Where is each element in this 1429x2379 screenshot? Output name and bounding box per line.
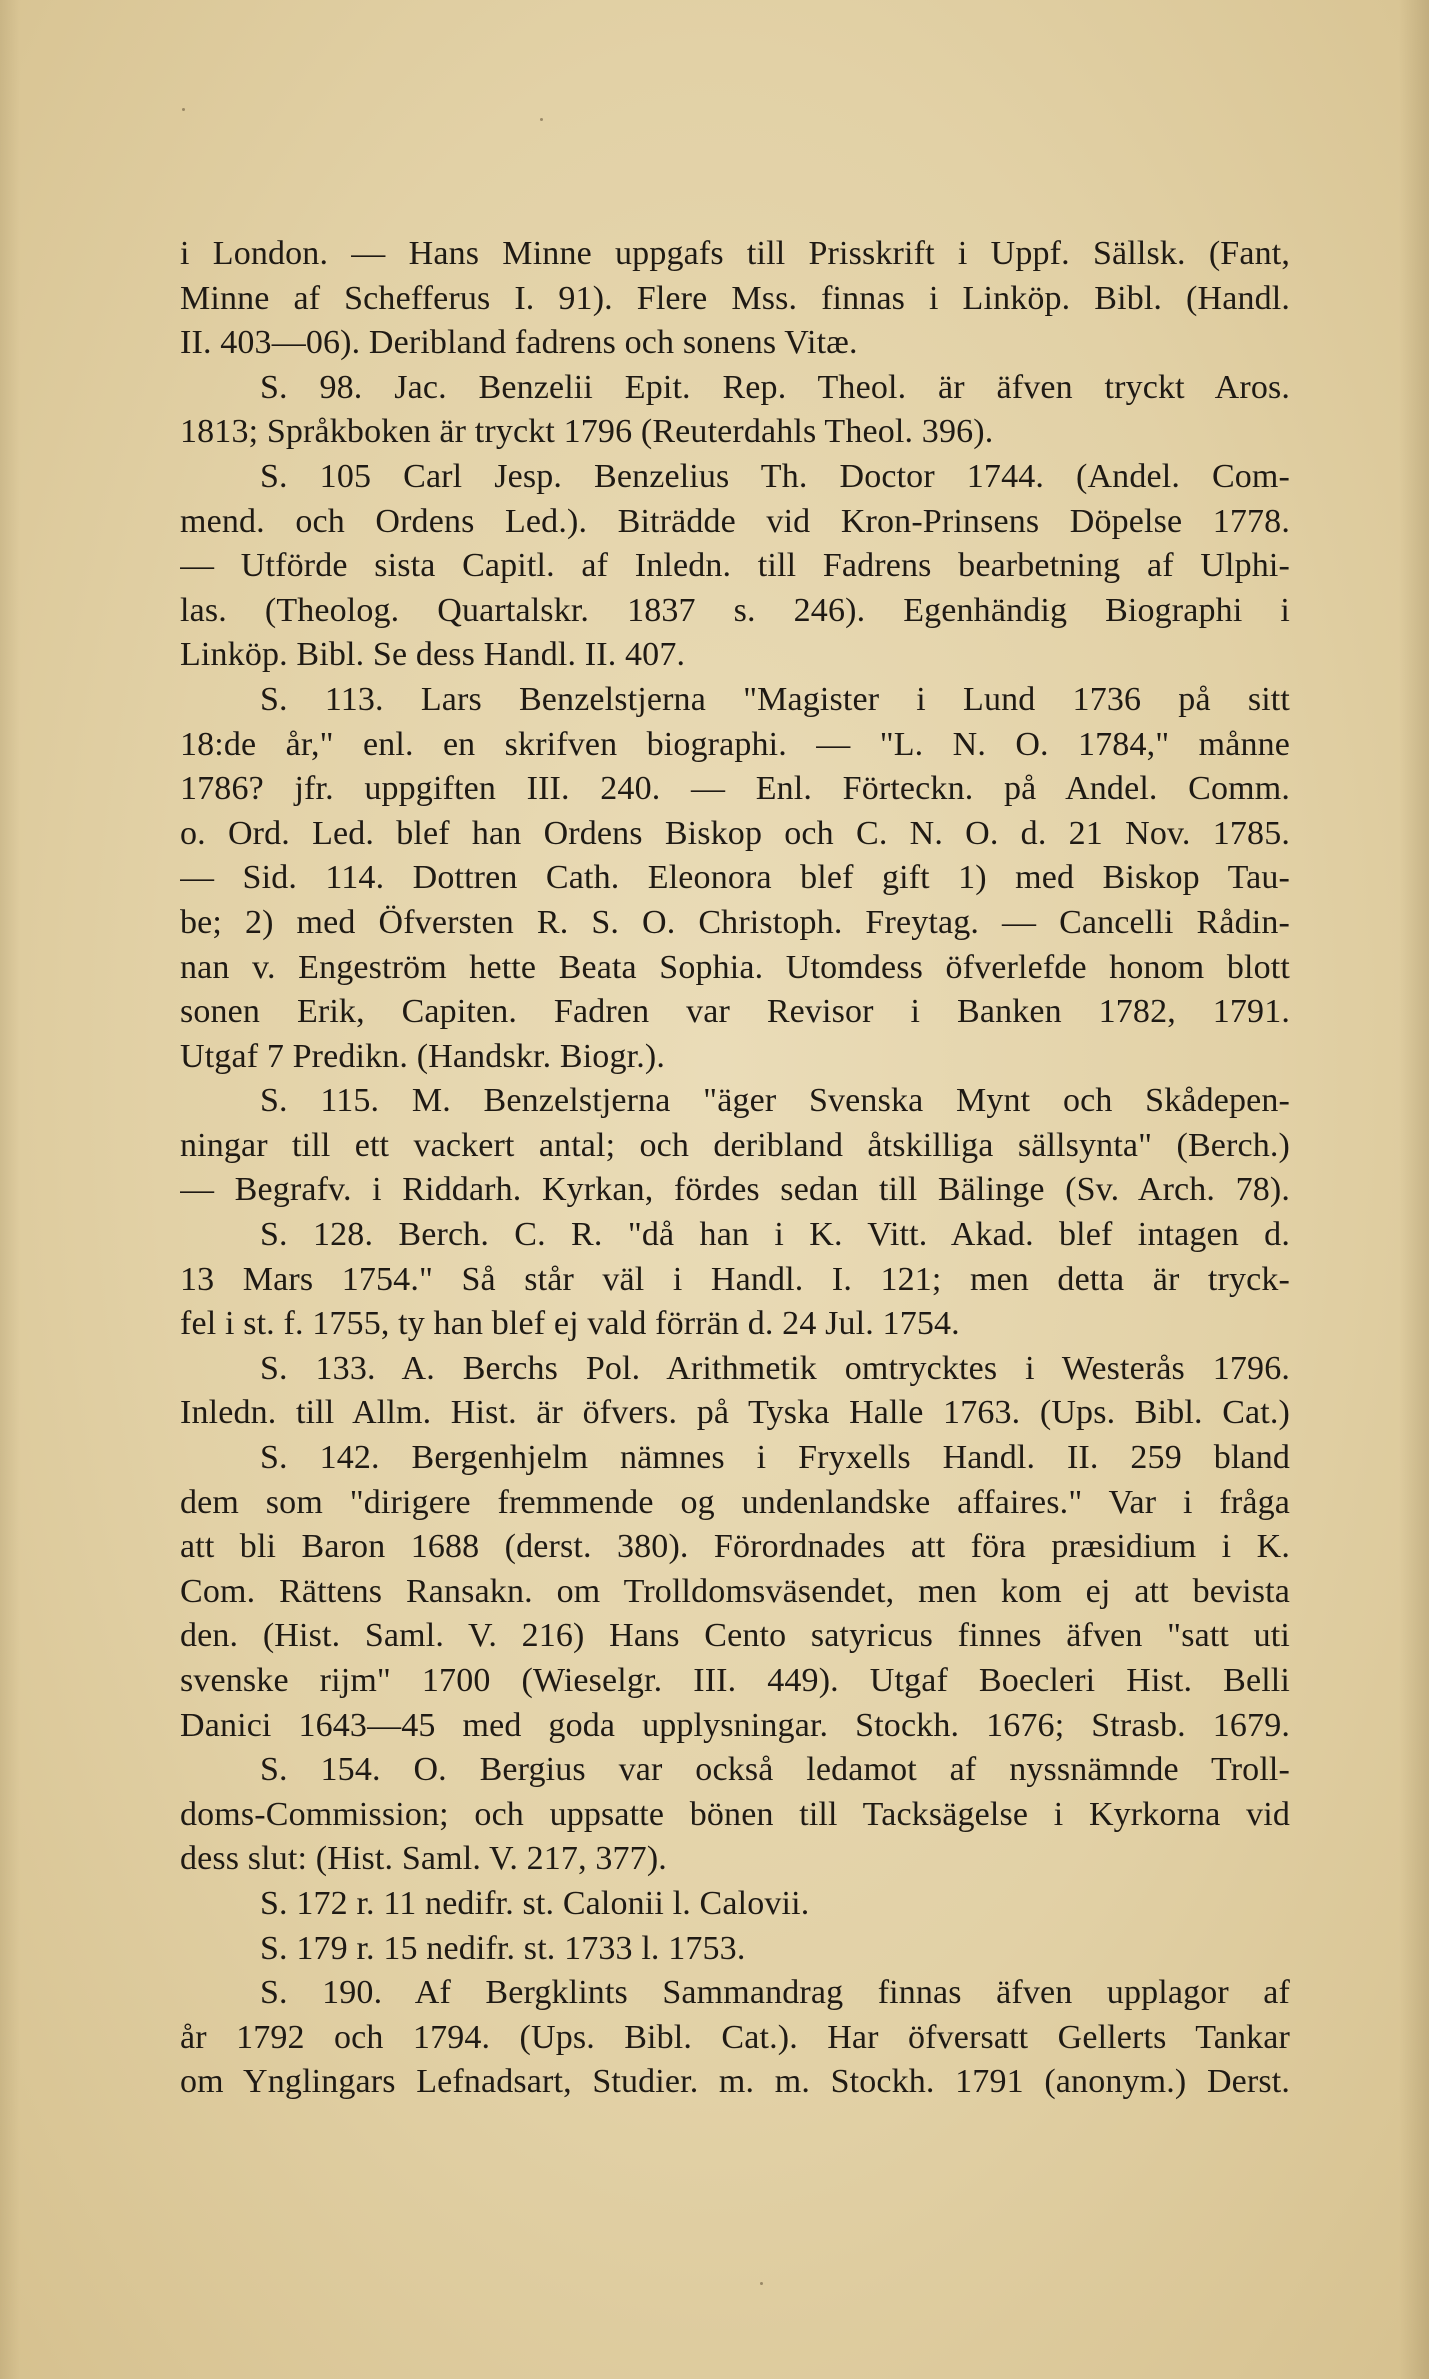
text-line: 18:de år," enl. en skrifven biographi. — "L. N. O. 1784," månne [180,725,1290,763]
text-line: 1813; Språkboken är tryckt 1796 (Reuterdahls Theol. 396). [180,413,994,451]
text-line: S. 98. Jac. Benzelii Epit. Rep. Theol. är äfven tryckt Aros. [260,368,1290,406]
text-line: fel i st. f. 1755, ty han blef ej vald förrän d. 24 Jul. 1754. [180,1305,960,1343]
text-line: 1786? jfr. uppgiften III. 240. — Enl. Förteckn. på Andel. Comm. [180,770,1290,808]
text-line: be; 2) med Öfversten R. S. O. Christoph. Freytag. — Cancelli Rådin- [180,903,1290,941]
text-line: ningar till ett vackert antal; och deribland åtskilliga sällsynta" (Berch.) [180,1126,1290,1164]
text-line: las. (Theolog. Quartalskr. 1837 s. 246). Egenhändig Biographi i [180,591,1290,629]
page-edge-right-shadow [1399,0,1429,2379]
text-line: S. 115. M. Benzelstjerna "äger Svenska Mynt och Skådepen- [260,1082,1290,1120]
text-line: S. 142. Bergenhjelm nämnes i Fryxells Handl. II. 259 bland [260,1439,1290,1477]
text-line: Minne af Schefferus I. 91). Flere Mss. finnas i Linköp. Bibl. (Handl. [180,279,1290,317]
text-line: nan v. Engeström hette Beata Sophia. Utomdess öfverlefde honom blott [180,948,1290,986]
text-line: S. 190. Af Bergklints Sammandrag finnas äfven upplagor af [260,1974,1290,2012]
text-line: sonen Erik, Capiten. Fadren var Revisor i Banken 1782, 1791. [180,993,1290,1031]
text-line: 13 Mars 1754." Så står väl i Handl. I. 121; men detta är tryck- [180,1260,1290,1298]
text-line: o. Ord. Led. blef han Ordens Biskop och C. N. O. d. 21 Nov. 1785. [180,814,1290,852]
text-line: Linköp. Bibl. Se dess Handl. II. 407. [180,636,686,674]
text-line: dess slut: (Hist. Saml. V. 217, 377). [180,1840,667,1878]
text-line: doms-Commission; och uppsatte bönen till Tacksägelse i Kyrkorna vid [180,1795,1290,1833]
text-line: — Utförde sista Capitl. af Inledn. till Fadrens bearbetning af Ulphi- [180,547,1290,585]
text-line: dem som "dirigere fremmende og undenlandske affaires." Var i fråga [180,1483,1290,1521]
text-line: den. (Hist. Saml. V. 216) Hans Cento satyricus finnes äfven "satt uti [180,1617,1290,1655]
text-line: om Ynglingars Lefnadsart, Studier. m. m. Stockh. 1791 (anonym.) Derst. [180,2063,1290,2101]
text-line: S. 133. A. Berchs Pol. Arithmetik omtrycktes i Westerås 1796. [260,1349,1290,1387]
text-line: Danici 1643—45 med goda upplysningar. Stockh. 1676; Strasb. 1679. [180,1706,1290,1744]
text-line: S. 113. Lars Benzelstjerna "Magister i Lund 1736 på sitt [260,680,1290,718]
text-line: att bli Baron 1688 (derst. 380). Förordnades att föra præsidium i K. [180,1528,1290,1566]
text-line: Com. Rättens Ransakn. om Trolldomsväsendet, men kom ej att bevista [180,1572,1290,1610]
text-line: — Begrafv. i Riddarh. Kyrkan, fördes sedan till Bälinge (Sv. Arch. 78). [180,1171,1290,1209]
text-line: S. 105 Carl Jesp. Benzelius Th. Doctor 1744. (Andel. Com- [260,457,1290,495]
text-line: i London. — Hans Minne uppgafs till Prisskrift i Uppf. Sällsk. (Fant, [180,235,1290,272]
text-line: S. 154. O. Bergius var också ledamot af nyssnämnde Troll- [260,1751,1290,1789]
paper-speck [182,108,185,111]
paper-speck [540,118,543,121]
text-line: II. 403—06). Deribland fadrens och sonens Vitæ. [180,324,858,362]
text-line: Utgaf 7 Predikn. (Handskr. Biogr.). [180,1037,665,1075]
paper-speck [760,2282,763,2285]
text-line: Inledn. till Allm. Hist. är öfvers. på Tyska Halle 1763. (Ups. Bibl. Cat.) [180,1394,1290,1432]
text-line: svenske rijm" 1700 (Wieselgr. III. 449). Utgaf Boecleri Hist. Belli [180,1662,1290,1699]
document-body [180,232,1290,2105]
text-line: S. 128. Berch. C. R. "då han i K. Vitt. Akad. blef intagen d. [260,1216,1290,1254]
text-line: S. 172 r. 11 nedifr. st. Calonii l. Calovii. [260,1884,810,1922]
text-line: mend. och Ordens Led.). Biträdde vid Kron-Prinsens Döpelse 1778. [180,502,1290,540]
text-line: S. 179 r. 15 nedifr. st. 1733 l. 1753. [260,1929,746,1967]
text-line: år 1792 och 1794. (Ups. Bibl. Cat.). Har öfversatt Gellerts Tankar [180,2018,1290,2056]
page-edge-left-shadow [0,0,20,2379]
text-line: — Sid. 114. Dottren Cath. Eleonora blef gift 1) med Biskop Tau- [180,859,1290,897]
